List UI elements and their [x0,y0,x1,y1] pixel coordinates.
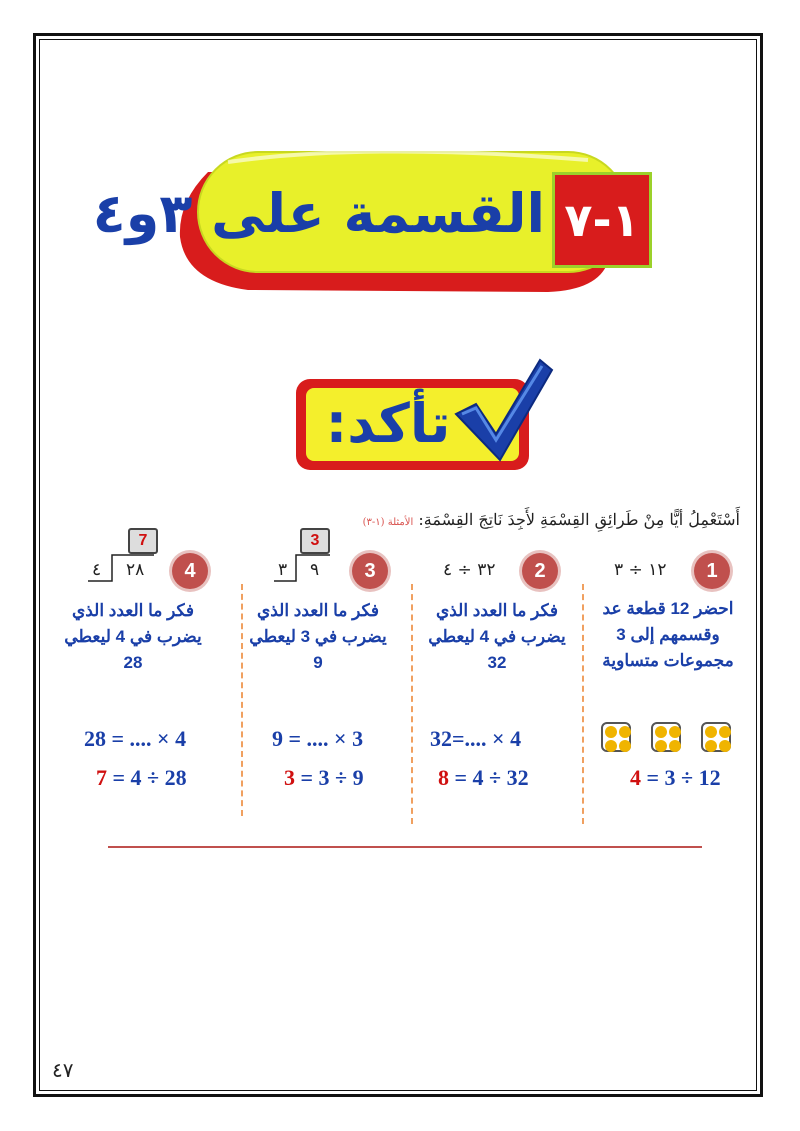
exercise-2-equation [438,765,529,791]
exercise-4-dividend: ٢٨ [126,560,145,580]
exercise-4-answer-box: 7 [128,528,158,554]
exercise-4-multiplication: 28 = .... × 4 [84,726,187,751]
lesson-title: القسمة على ٣و٤ [92,182,545,245]
column-divider [582,584,584,824]
instruction-text: أَسْتَعْمِلُ أيًّا مِنْ طَرائِقِ القِسْمَةِ لأَجِدَ نَاتِجَ القِسْمَةِ: [418,510,740,529]
exercise-1-hint: احضر 12 قطعة عد وقسمهم إلى 3 مجموعات متساوية [602,599,734,670]
exercise-1-equation [630,765,721,791]
exercise-3-multiplication: 9 = .... × 3 [272,726,364,751]
exercise-3-equation-rest: = 3 ÷ 9 [295,765,364,790]
exercise-4-number: 4 [172,553,208,589]
exercise-3-dividend: ٩ [310,560,320,580]
exercise-3-equation [284,765,364,791]
exercise-2-equation-rest: = 4 ÷ 32 [449,765,529,790]
section-divider [108,846,702,848]
exercise-2-hint: فكر ما العدد الذي يضرب في 4 ليعطي 32 [428,601,566,672]
lesson-number: ١-٧ [564,193,640,247]
section-label: تأكد: [325,392,451,455]
instruction-ref: الأمثلة (١-٣) [362,517,414,528]
exercise-2-multiplication: 32=.... × 4 [430,726,522,751]
exercise-4-equation-rest: = 4 ÷ 28 [107,765,187,790]
exercise-3-number: 3 [352,553,388,589]
long-division-bracket [272,553,332,583]
exercise-1-expression: ١٢ ÷ ٣ [614,560,667,580]
exercise-2-answer: 8 [438,765,449,790]
exercise-1-number: 1 [694,553,730,589]
exercise-1-equation-rest: = 3 ÷ 12 [641,765,721,790]
column-divider [411,584,413,824]
exercise-1-answer: 4 [630,765,641,790]
counter-group [701,722,731,752]
column-divider [241,584,243,816]
page-number: ٤٧ [52,1058,74,1082]
instruction [362,510,740,529]
exercise-3-answer: 3 [284,765,295,790]
exercise-4-divisor: ٤ [92,560,102,580]
counter-group [651,722,681,752]
exercise-4-hint: فكر ما العدد الذي يضرب في 4 ليعطي 28 [64,601,202,672]
counter-group [601,722,631,752]
checkmark-icon [448,352,558,467]
exercise-2-expression: ٣٢ ÷ ٤ [443,560,496,580]
lesson-number-box [552,172,652,268]
exercise-4-answer: 7 [96,765,107,790]
exercise-2-number: 2 [522,553,558,589]
long-division-bracket [86,553,156,583]
exercise-3-divisor: ٣ [278,560,288,580]
exercise-3-answer-box: 3 [300,528,330,554]
exercise-3-hint: فكر ما العدد الذي يضرب في 3 ليعطي 9 [249,601,387,672]
exercise-4-equation [96,765,187,791]
